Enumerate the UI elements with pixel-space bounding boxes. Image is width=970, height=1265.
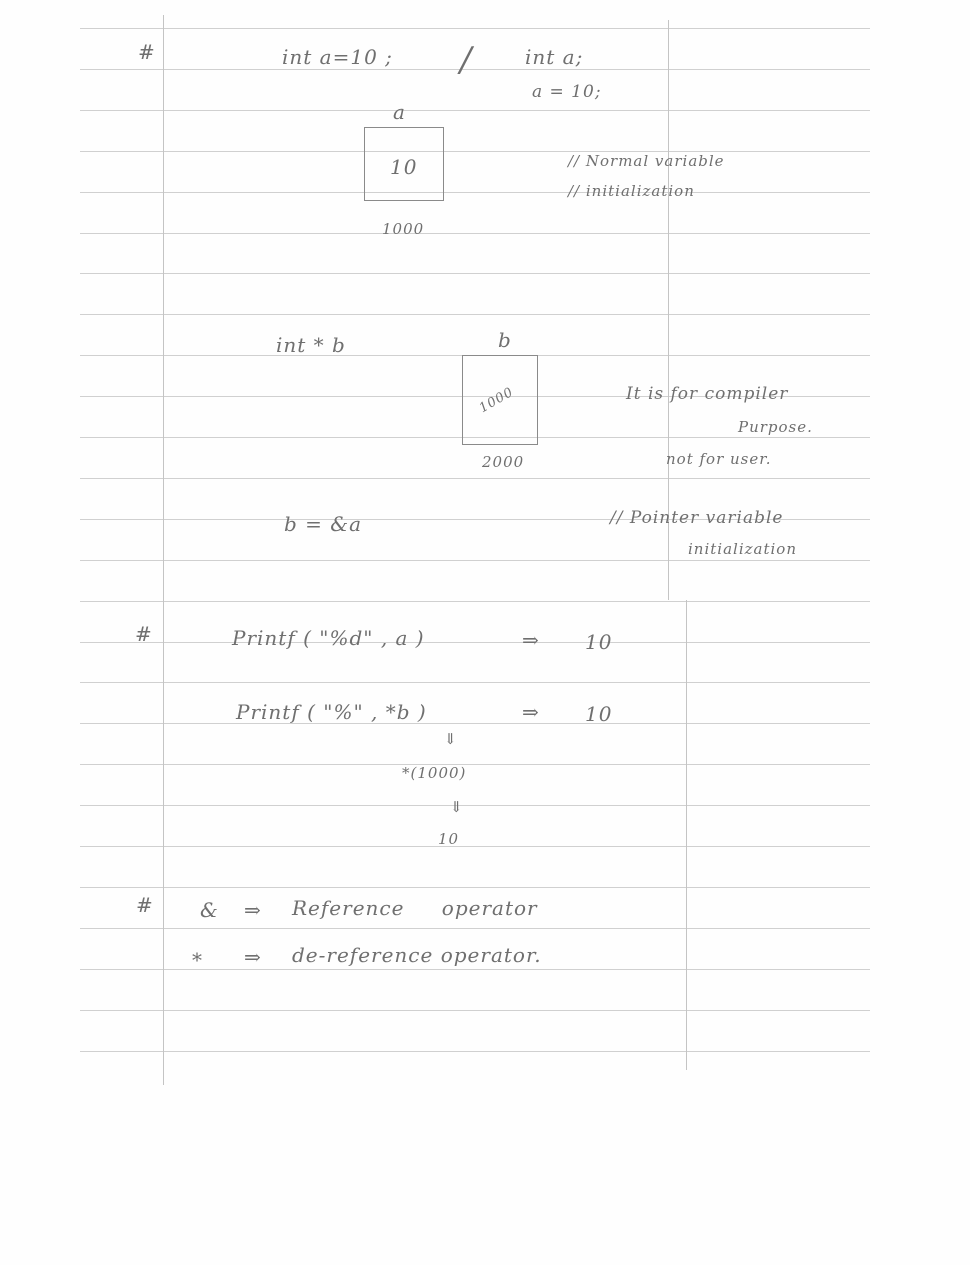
comment-line: // initialization <box>568 182 695 200</box>
asterisk-symbol: * <box>192 948 203 972</box>
section-marker: # <box>135 622 153 646</box>
ruled-line <box>80 928 870 929</box>
ruled-line <box>80 560 870 561</box>
implies-arrow: ⇒ <box>244 945 262 969</box>
printf-statement: Printf ( "%" , *b ) <box>236 700 427 724</box>
ruled-line <box>80 805 870 806</box>
variable-name-label: a <box>393 100 406 124</box>
implies-arrow: ⇒ <box>522 700 540 724</box>
column-line-lower <box>686 600 687 1070</box>
ruled-line <box>80 233 870 234</box>
ruled-line <box>80 151 870 152</box>
down-arrow: ⇓ <box>450 798 464 816</box>
margin-line <box>163 15 164 1085</box>
ruled-line <box>80 642 870 643</box>
section-marker: # <box>136 893 154 917</box>
variable-address: 1000 <box>382 220 425 238</box>
section-marker: # <box>138 40 156 64</box>
ruled-line <box>80 764 870 765</box>
dereference-operator-desc: de-reference operator. <box>292 943 542 967</box>
ruled-line <box>80 192 870 193</box>
dereference-step: *(1000) <box>402 764 467 782</box>
down-arrow: ⇓ <box>444 730 458 748</box>
printf-result: 10 <box>585 630 613 654</box>
pointer-assignment: b = &a <box>284 512 363 536</box>
ampersand-symbol: & <box>200 898 219 922</box>
printf-statement: Printf ( "%d" , a ) <box>232 626 425 650</box>
ruled-line <box>80 110 870 111</box>
ruled-line <box>80 314 870 315</box>
implies-arrow: ⇒ <box>244 898 262 922</box>
comment-line: // Pointer variable <box>610 508 784 528</box>
declaration: int a; <box>525 45 584 69</box>
ruled-line <box>80 682 870 683</box>
pointer-address: 2000 <box>482 453 525 471</box>
variable-value: 10 <box>390 155 418 179</box>
pointer-name-label: b <box>498 328 512 352</box>
printf-result: 10 <box>585 702 613 726</box>
ruled-line <box>80 723 870 724</box>
pointer-value: 1000 <box>476 384 517 417</box>
note-line: It is for compiler <box>626 384 789 404</box>
final-value: 10 <box>438 830 460 848</box>
ruled-line <box>80 69 870 70</box>
note-line: not for user. <box>666 450 772 468</box>
assignment: a = 10; <box>532 82 602 102</box>
ruled-line <box>80 273 870 274</box>
ruled-line <box>80 887 870 888</box>
ruled-line <box>80 478 870 479</box>
ruled-line <box>80 846 870 847</box>
pointer-declaration: int * b <box>276 333 346 357</box>
comment-line: initialization <box>688 540 797 558</box>
ruled-line <box>80 28 870 29</box>
ruled-line <box>80 601 870 602</box>
note-line: Purpose. <box>738 418 813 436</box>
ruled-line <box>80 1051 870 1052</box>
declaration-with-init: int a=10 ; <box>282 45 393 69</box>
comment-line: // Normal variable <box>568 152 725 170</box>
separator-slash: / <box>460 40 473 80</box>
ruled-line <box>80 1010 870 1011</box>
implies-arrow: ⇒ <box>522 628 540 652</box>
reference-operator-desc: Reference operator <box>292 896 538 920</box>
